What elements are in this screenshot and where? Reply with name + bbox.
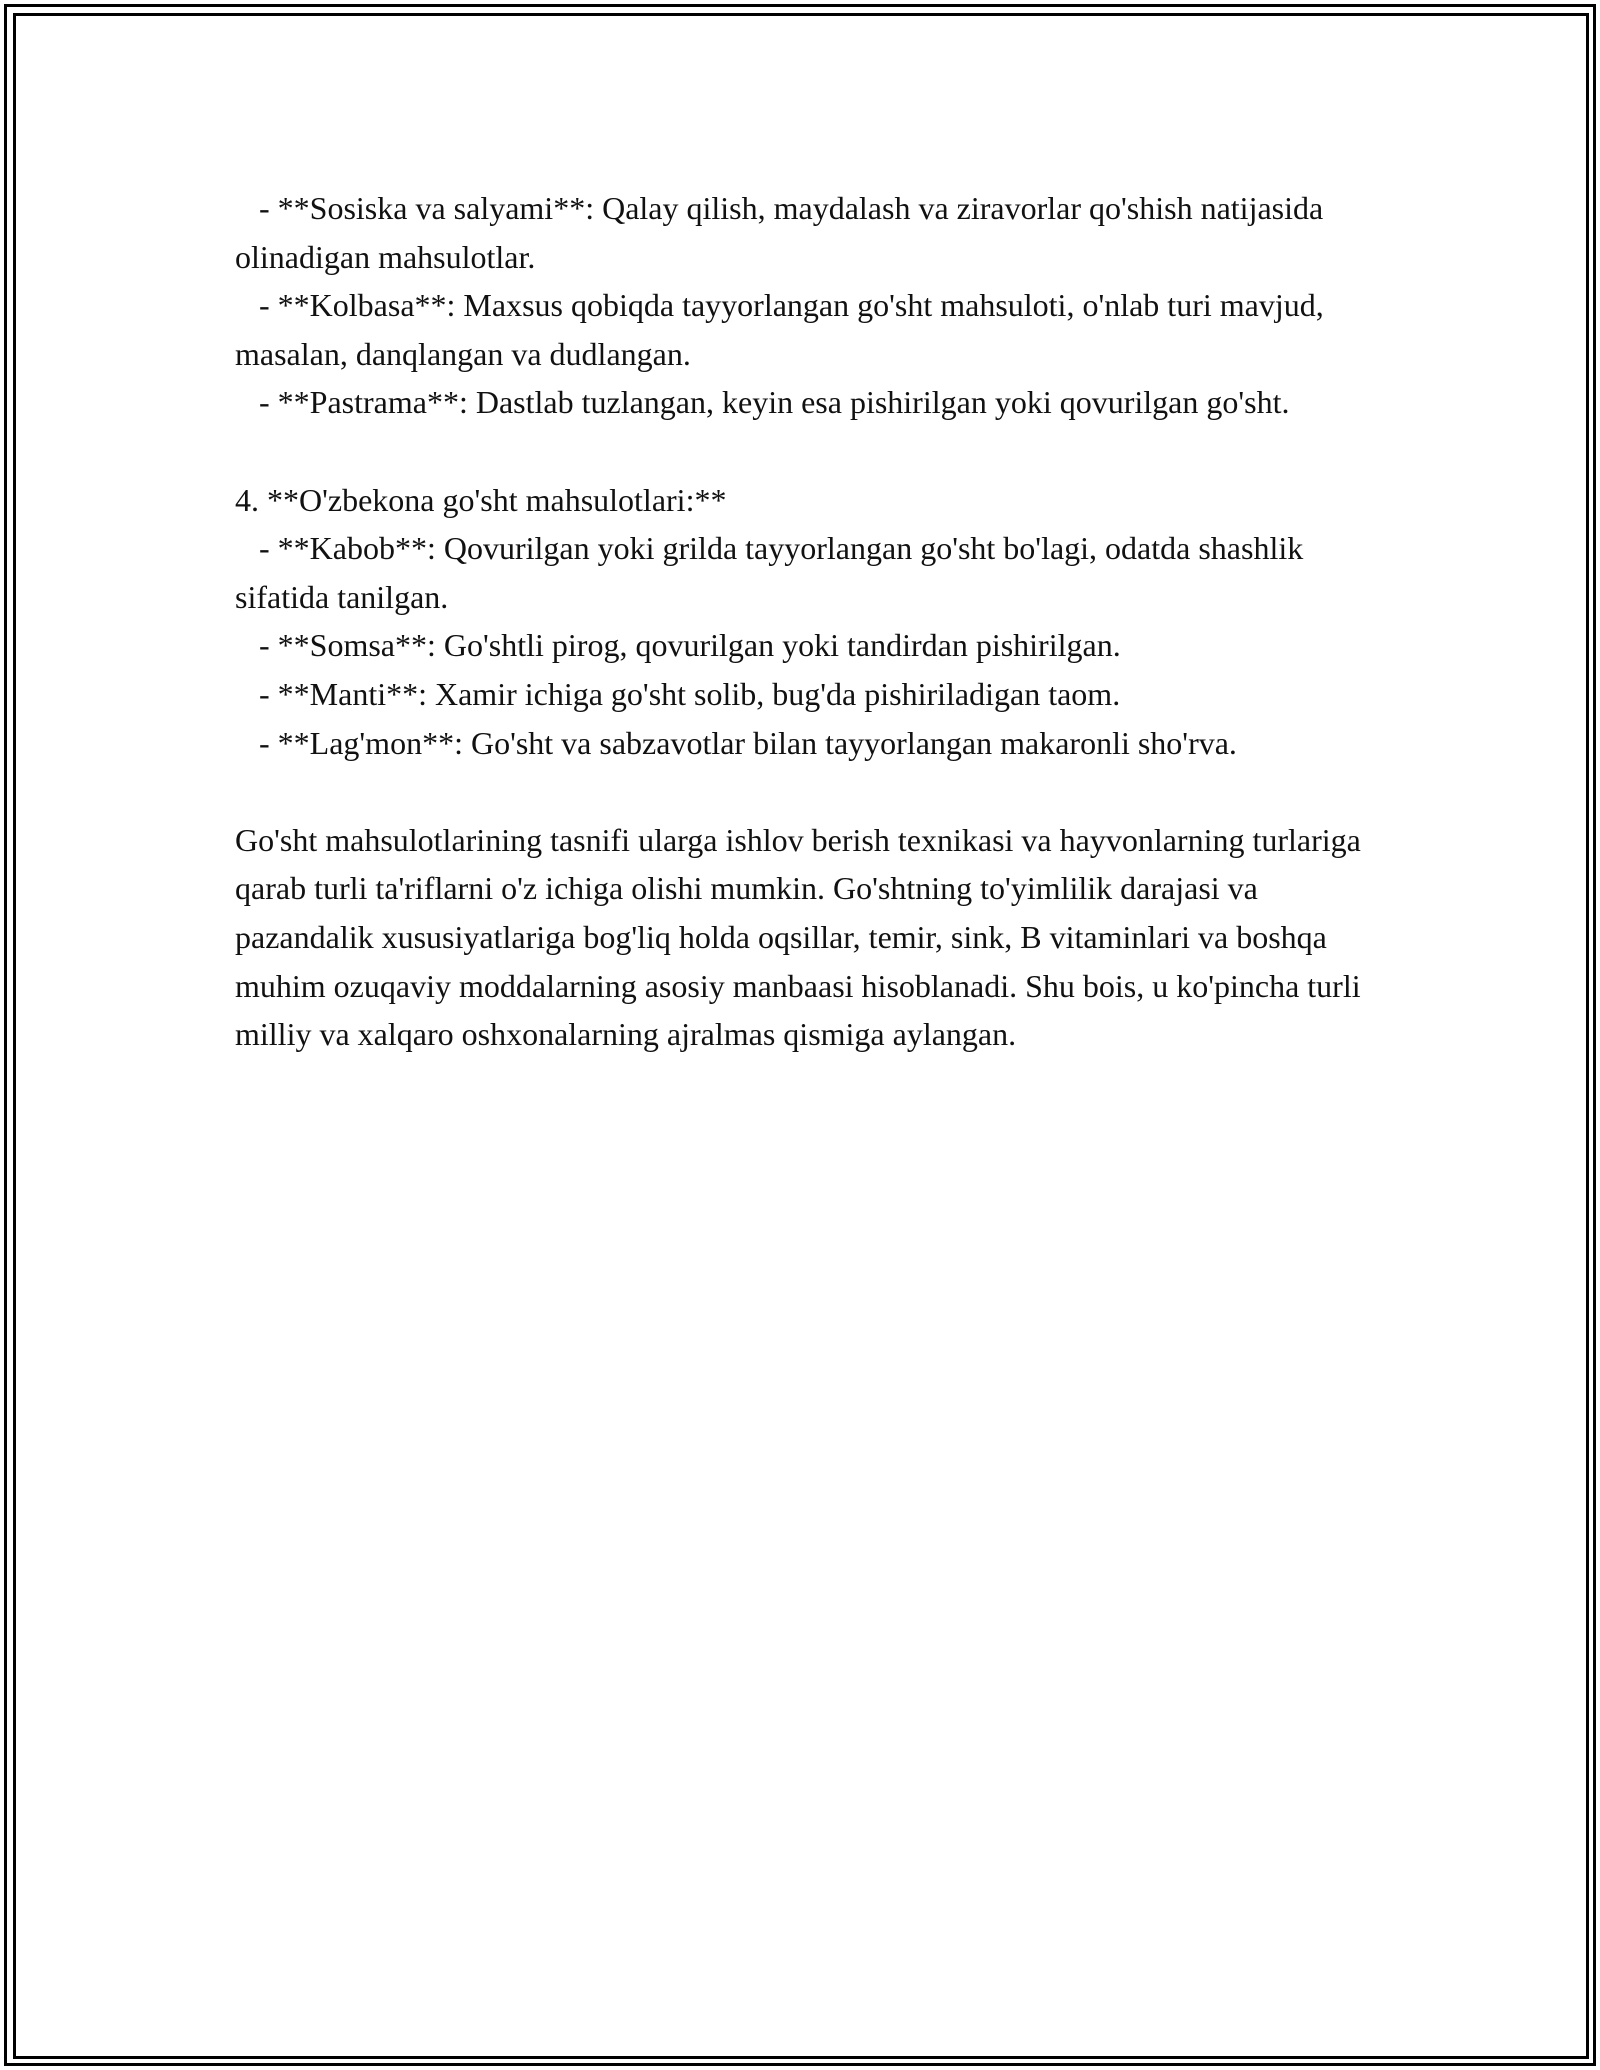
summary-paragraph-block xyxy=(235,816,1385,1059)
document-body xyxy=(235,184,1385,1059)
list-item-kabob: - **Kabob**: Qovurilgan yoki grilda tayyorlangan go'sht bo'lagi, odatda shashlik sifatida tanilgan. xyxy=(235,530,1312,615)
list-item-kolbasa: - **Kolbasa**: Maxsus qobiqda tayyorlangan go'sht mahsuloti, o'nlab turi mavjud, masalan, danqlangan va dudlangan. xyxy=(235,287,1332,372)
list-item-lagmon: - **Lag'mon**: Go'sht va sabzavotlar bilan tayyorlangan makaronli sho'rva. xyxy=(235,724,1237,761)
list-item-pastrama: - **Pastrama**: Dastlab tuzlangan, keyin esa pishirilgan yoki qovurilgan go'sht. xyxy=(235,384,1290,421)
list-item-sosiska: - **Sosiska va salyami**: Qalay qilish, maydalash va ziravorlar qo'shish natijasida olinadigan mahsulotlar. xyxy=(235,190,1332,275)
list-item-somsa: - **Somsa**: Go'shtli pirog, qovurilgan yoki tandirdan pishirilgan. xyxy=(235,627,1121,664)
meat-products-list xyxy=(235,184,1385,427)
summary-paragraph: Go'sht mahsulotlarining tasnifi ularga ishlov berish texnikasi va hayvonlarning turlariga qarab turli ta'riflarni o'z ichiga olishi mumkin. Go'shtning to'yimlilik darajasi va pazandalik xususiyatlariga bog'liq holda oqsillar, temir, sink, B vitaminlari va boshqa muhim ozuqaviy moddalarning asosiy manbaasi hisoblanadi. Shu bois, u ko'pincha turli milliy va xalqaro oshxonalarning ajralmas qismiga aylangan. xyxy=(235,821,1369,1053)
list-item-manti: - **Manti**: Xamir ichiga go'sht solib, bug'da pishiriladigan taom. xyxy=(235,675,1121,712)
section-heading: 4. **O'zbekona go'sht mahsulotlari:** xyxy=(235,481,727,518)
uzbek-meat-products-section xyxy=(235,476,1385,768)
